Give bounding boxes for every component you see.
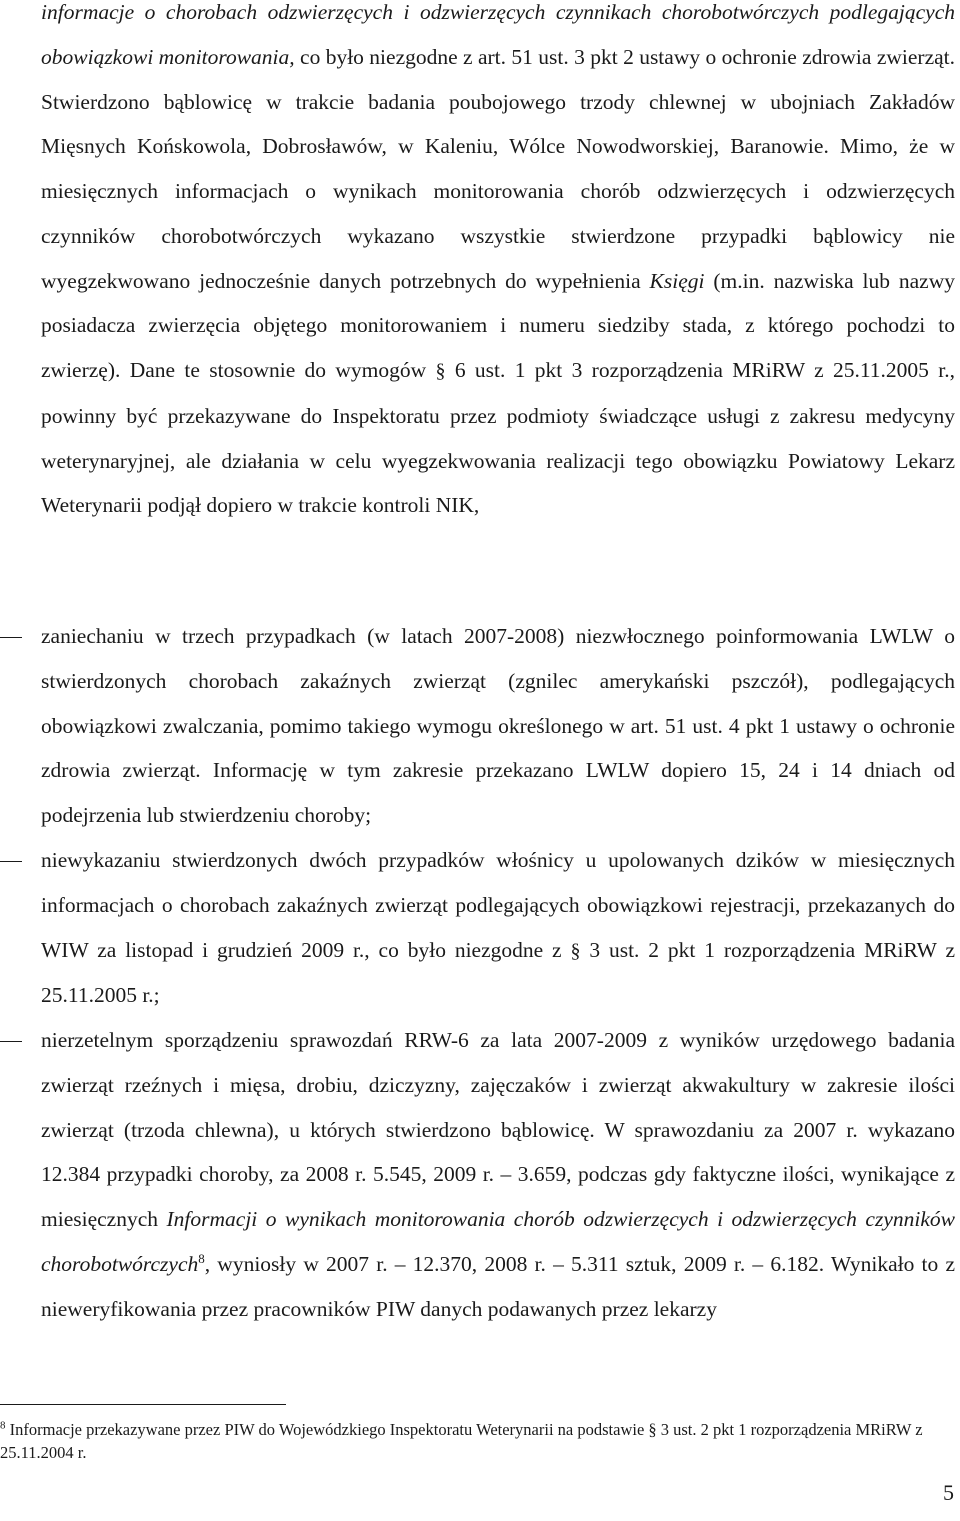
paragraph-text: co było niezgodne z art. 51 ust. 3 pkt 2 ustawy o ochronie zdrowia zwierząt. Stwierdzono bąblowicę w trakcie badania poubojowego trzody chlewnej w ubojniach Zakładów Mięsnych Końskowola, Dobrosławów, w Kaleniu, Wólce Nowodworskiej, Baranowie. Mimo, że w miesięcznych informacjach o wynikach monitorowania chorób odzwierzęcych i odzwierzęcych czynników chorobotwórczych wykazano wszystkie stwierdzone przypadki bąblowicy nie wyegzekwowano jednocześnie danych potrzebnych do wypełnienia xyxy=(41,44,955,293)
list-item xyxy=(41,838,955,1018)
section-sign: § xyxy=(435,360,446,382)
section-sign: § xyxy=(570,939,581,962)
list-item-text: , wyniosły w 2007 r. – 12.370, 2008 r. – 5.311 sztuk, 2009 r. – 6.182. Wynikało to z nieweryfikowania przez pracowników PIW danych podawanych przez lekarzy xyxy=(41,1251,955,1321)
footnote-reference[interactable]: 8 xyxy=(198,1250,205,1266)
list-item-text: zaniechaniu w trzech przypadkach (w latach 2007-2008) niezwłocznego poinformowania LWLW o stwierdzonych chorobach zakaźnych zwierząt (zgnilec amerykański pszczół), podlegających obowiązkowi zwalczania, pomimo takiego wymogu określonego w art. 51 ust. 4 pkt 1 ustawy o ochronie zdrowia zwierząt. Informację w tym zakresie przekazano LWLW dopiero 15, 24 i 14 dniach od podejrzenia lub stwierdzeniu choroby; xyxy=(41,624,955,827)
section-sign: § xyxy=(648,1420,657,1439)
page-number: 5 xyxy=(943,1480,954,1505)
list-item-text: 3 ust. 2 pkt 1 rozporządzenia MRiRW z 25.11.2005 r.; xyxy=(41,937,955,1008)
list-dash-marker xyxy=(0,861,22,862)
footnote-text: Informacje przekazywane przez PIW do Wojewódzkiego Inspektoratu Weterynarii na podstawie xyxy=(5,1420,649,1439)
paragraph-text: (m.in. nazwiska lub nazwy posiadacza zwierzęcia objętego monitorowaniem i numeru siedziby stada, z którego pochodzi to zwierzę). Dane te stosownie do wymogów xyxy=(41,268,955,382)
footnote xyxy=(0,1418,956,1464)
italic-phrase: informacje o chorobach odzwierzęcych i odzwierzęcych czynnikach chorobotwórczych podlegających obowiązkowi monitorowania, xyxy=(41,0,955,69)
list-dash-marker xyxy=(0,637,22,638)
italic-title: Informacji o wynikach monitorowania chorób odzwierzęcych i odzwierzęcych czynników chorobotwórczych xyxy=(41,1207,955,1276)
paragraph-text: 6 ust. 1 pkt 3 rozporządzenia MRiRW z 25.11.2005 r., powinny być przekazywane do Inspektoratu przez podmioty świadczące usługi z zakresu medycyny weterynaryjnej, ale działania w celu wyegzekwowania realizacji tego obowiązku Powiatowy Lekarz Weterynarii podjął dopiero w trakcie kontroli NIK, xyxy=(41,358,955,518)
list-item-text: nierzetelnym sporządzeniu sprawozdań RRW-6 za lata 2007-2009 z wyników urzędowego badania zwierząt rzeźnych i mięsa, drobiu, dziczyzny, zajęczaków i zwierząt akwakultury w zakresie ilości zwierząt (trzoda chlewna), u których stwierdzono bąblowicę. W sprawozdaniu za 2007 r. wykazano 12.384 przypadki choroby, za 2008 r. 5.545, 2009 r. – 3.659, podczas gdy faktyczne ilości, wynikające z miesięcznych xyxy=(41,1028,955,1231)
footnote-separator xyxy=(0,1404,286,1405)
list-item xyxy=(41,614,955,838)
footnote-number: 8 xyxy=(0,1419,6,1432)
paragraph-continued xyxy=(41,0,955,528)
italic-word: Księgi xyxy=(649,268,705,293)
list-item-text: niewykazaniu stwierdzonych dwóch przypadków włośnicy u upolowanych dzików w miesięcznych informacjach o chorobach zakaźnych zwierząt podlegających obowiązkowi rejestracji, przekazanych do WIW za listopad i grudzień 2009 r., co było niezgodne z xyxy=(41,848,955,962)
footnote-text: 3 ust. 2 pkt 1 rozporządzenia MRiRW z 25.11.2004 r. xyxy=(0,1420,923,1462)
list-item xyxy=(41,1018,955,1331)
list-dash-marker xyxy=(0,1041,22,1042)
